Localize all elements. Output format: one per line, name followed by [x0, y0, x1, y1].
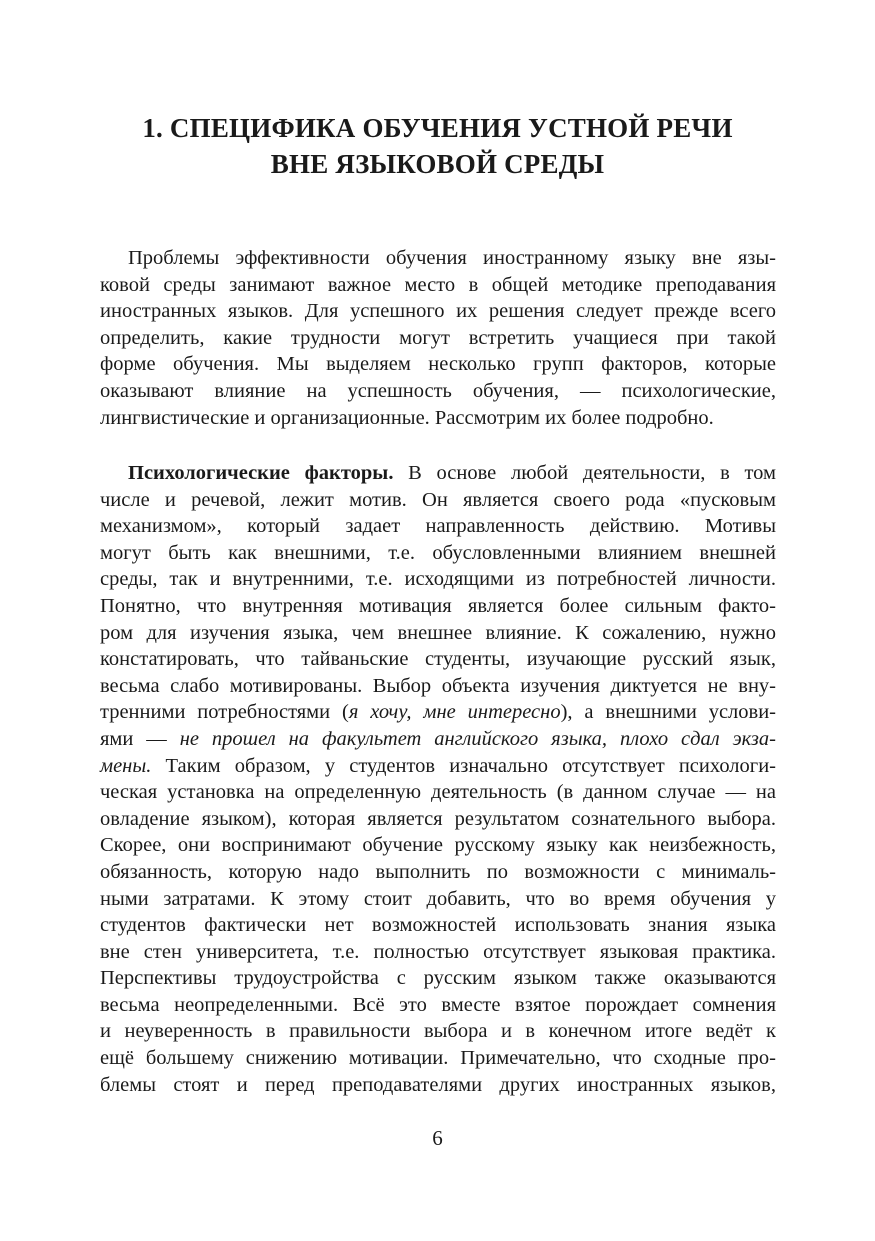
page-number: 6	[432, 1126, 443, 1150]
text-line: могут быть как внешними, т.е. обусловленными влиянием внешней	[100, 541, 776, 564]
text-line	[100, 460, 776, 487]
text-line: иностранных языков. Для успешного их решения следует прежде всего	[100, 300, 776, 323]
text-line: Проблемы эффективности обучения иностранному языку вне язы-	[128, 247, 776, 269]
text-line: Понятно, что внутренняя мотивация является более сильным факто-	[100, 594, 776, 617]
text-line: обязанность, которую надо выполнить по возможности с минималь-	[100, 860, 776, 883]
paragraph-psychological-factors	[100, 460, 776, 1098]
text-line: числе и речевой, лежит мотив. Он является своего рода «пусковым	[100, 488, 776, 511]
text-line: Скорее, они воспринимают обучение русскому языку как неизбежность,	[100, 834, 776, 857]
section-run-in-heading: Психологические факторы.	[128, 462, 394, 484]
text-line: Перспективы трудоустройства с русским языком также оказываются	[100, 967, 776, 990]
text-line: ковой среды занимают важное место в общей методике преподавания	[100, 273, 776, 296]
chapter-title	[100, 110, 775, 182]
text-line: лингвистические и организационные. Рассмотрим их более подробно.	[100, 406, 714, 429]
text-run: Таким образом, у студентов изначально отсутствует психологи-	[151, 754, 776, 777]
italic-example: не прошел на факультет английского языка, плохо сдал экза-	[179, 727, 777, 750]
text-line: констатировать, что тайваньские студенты, изучающие русский язык,	[100, 648, 776, 671]
text-line: ными затратами. К этому стоит добавить, что во время обучения у	[100, 887, 776, 910]
text-line: блемы стоят и перед преподавателями других иностранных языков,	[100, 1073, 776, 1096]
text-line: механизмом», который задает направленность действию. Мотивы	[100, 515, 776, 538]
text-run: В основе любой деятельности, в том	[393, 462, 776, 484]
text-line: овладение языком), которая является результатом сознательного выбора.	[100, 807, 776, 830]
text-line	[100, 753, 776, 780]
text-line: среды, так и внутренними, т.е. исходящими из потребностей личности.	[100, 568, 776, 591]
text-line: весьма слабо мотивированы. Выбор объекта изучения диктуется не вну-	[100, 674, 776, 697]
text-line: ческая установка на определенную деятельность (в данном случае — на	[100, 781, 776, 804]
chapter-title-line-1: 1. СПЕЦИФИКА ОБУЧЕНИЯ УСТНОЙ РЕЧИ	[142, 113, 733, 143]
chapter-title-line-2: ВНЕ ЯЗЫКОВОЙ СРЕДЫ	[270, 149, 605, 179]
text-line: форме обучения. Мы выделяем несколько групп факторов, которые	[100, 353, 776, 376]
text-line	[100, 726, 776, 753]
italic-example: я хочу, мне интересно	[348, 701, 561, 724]
text-line: оказывают влияние на успешность обучения, — психологические,	[100, 379, 776, 402]
text-run: ), а внешними услови-	[560, 701, 776, 724]
text-line: определить, какие трудности могут встретить учащиеся при такой	[100, 326, 776, 349]
text-line	[100, 699, 776, 726]
text-line: ром для изучения языка, чем внешнее влияние. К сожалению, нужно	[100, 621, 776, 644]
italic-example: мены.	[100, 754, 152, 777]
text-line: весьма неопределенными. Всё это вместе взятое порождает сомнения	[100, 993, 776, 1016]
text-run: тренними потребностями (	[100, 701, 349, 724]
text-line: студентов фактически нет возможностей использовать знания языка	[100, 914, 776, 937]
text-line: ещё большему снижению мотивации. Примечательно, что сходные про-	[100, 1047, 776, 1070]
text-line: и неуверенность в правильности выбора и в конечном итоге ведёт к	[100, 1020, 776, 1043]
text-run: ями —	[100, 727, 180, 750]
text-line: вне стен университета, т.е. полностью отсутствует языковая практика.	[100, 940, 776, 963]
paragraph-intro	[100, 245, 776, 431]
